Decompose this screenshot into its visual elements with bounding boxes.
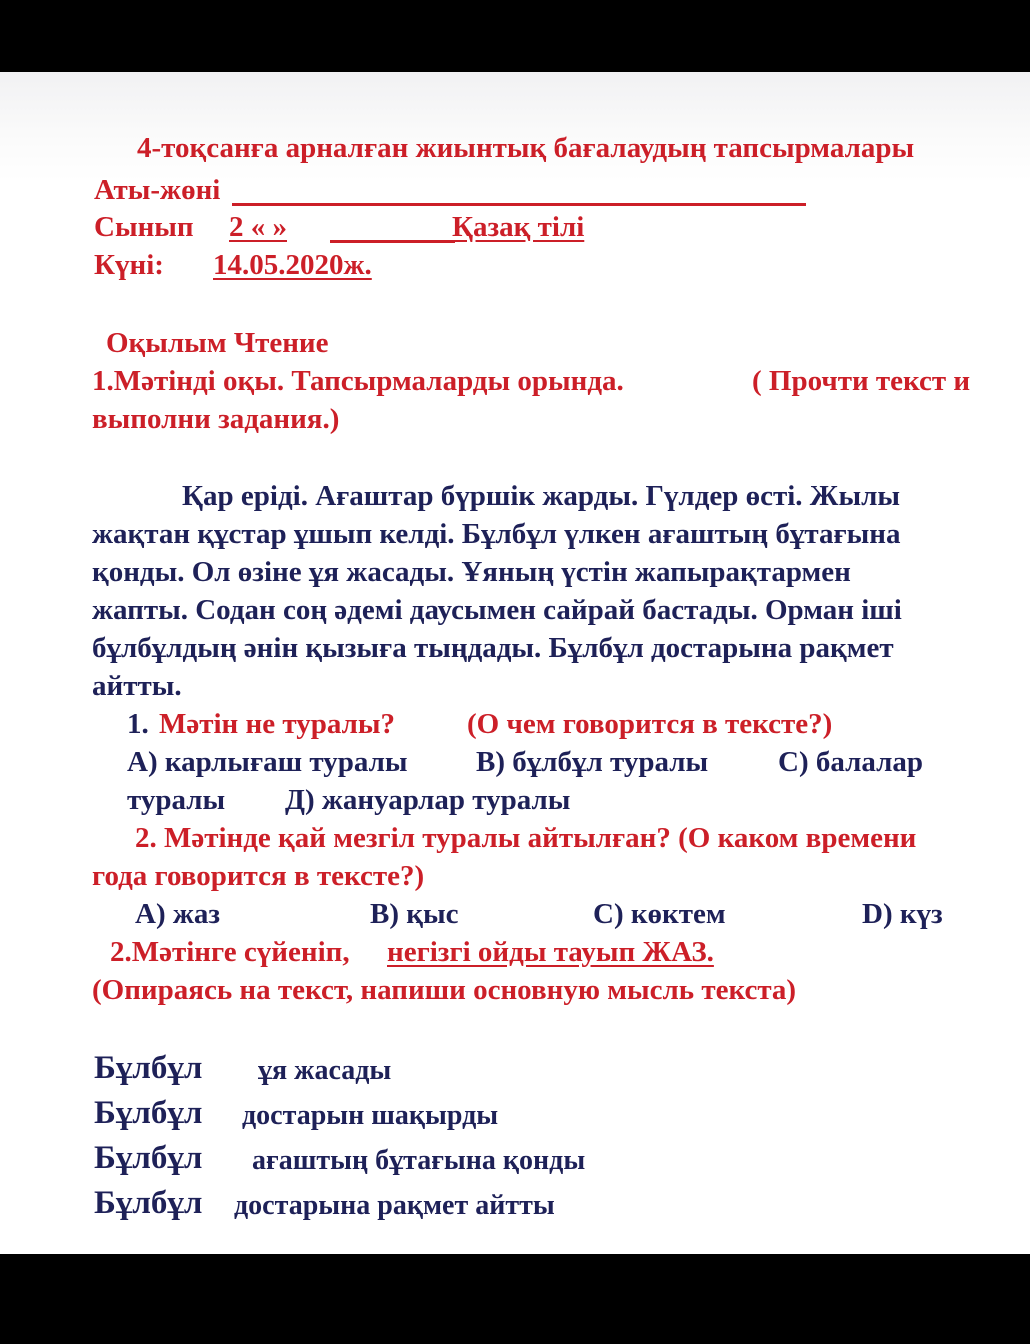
answer-subject: Бұлбұл xyxy=(94,1185,203,1221)
passage-line: Қар еріді. Ағаштар бүршік жарды. Гүлдер өсті. Жылы xyxy=(182,480,901,512)
q1-option-d: Д) жануарлар туралы xyxy=(285,784,571,816)
task2-russian: (Опираясь на текст, напиши основную мысль текста) xyxy=(92,974,797,1006)
worksheet-title: 4-тоқсанға арналған жиынтық бағалаудың тапсырмалары xyxy=(137,132,915,164)
q1-number: 1. xyxy=(127,708,149,740)
task2-underlined: негізгі ойды тауып ЖАЗ. xyxy=(387,936,714,968)
q1-kazakh: Мәтін не туралы? xyxy=(159,708,395,740)
class-underline-fill xyxy=(330,240,455,243)
task1-russian-part1: ( Прочти текст и xyxy=(752,365,971,397)
task2-prefix: 2.Мәтінге сүйеніп, xyxy=(110,936,350,968)
section-heading: Оқылым Чтение xyxy=(106,327,329,359)
passage-line: бұлбұлдың әнін қызыға тыңдады. Бұлбұл достарына рақмет xyxy=(92,632,894,664)
passage-line: қонды. Ол өзіне ұя жасады. Ұяның үстін жапырақтармен xyxy=(92,556,851,588)
answer-predicate: ұя жасады xyxy=(258,1055,392,1086)
q1-option-a: А) карлығаш туралы xyxy=(127,746,408,778)
q2-option-d: D) күз xyxy=(862,898,943,930)
answer-predicate: достарын шақырды xyxy=(242,1100,499,1131)
date-label: Күні: xyxy=(94,249,164,281)
q1-option-c: С) балалар xyxy=(778,746,924,778)
name-underline xyxy=(232,203,806,206)
q2-line2: года говорится в тексте?) xyxy=(92,860,425,892)
q1-option-c-continued: туралы xyxy=(127,784,226,816)
passage-line: айтты. xyxy=(92,670,182,702)
subject-name: Қазақ тілі xyxy=(452,211,585,243)
q1-russian: (О чем говорится в тексте?) xyxy=(467,708,833,740)
worksheet-page xyxy=(0,72,1030,1254)
class-label: Сынып xyxy=(94,211,194,243)
task1-russian-part2: выполни задания.) xyxy=(92,403,340,435)
answer-predicate: ағаштың бұтағына қонды xyxy=(252,1145,586,1176)
passage-line: жақтан құстар ұшып келді. Бұлбұл үлкен ағаштың бұтағына xyxy=(92,518,901,550)
q2-option-b: В) қыс xyxy=(370,898,459,930)
answer-subject: Бұлбұл xyxy=(94,1140,203,1176)
answer-subject: Бұлбұл xyxy=(94,1095,203,1131)
answer-subject: Бұлбұл xyxy=(94,1050,203,1086)
task1-kazakh: 1.Мәтінді оқы. Тапсырмаларды орында. xyxy=(92,365,624,397)
q2-option-c: С) көктем xyxy=(593,898,726,930)
q2-option-a: А) жаз xyxy=(135,898,221,930)
q2-line1: 2. Мәтінде қай мезгіл туралы айтылған? (О каком времени xyxy=(135,822,917,854)
date-value: 14.05.2020ж. xyxy=(213,249,372,281)
name-label: Аты-жөні xyxy=(94,174,221,206)
class-value: 2 « » xyxy=(229,211,287,243)
answer-predicate: достарына рақмет айтты xyxy=(234,1190,555,1221)
passage-line: жапты. Содан соң әдемі даусымен сайрай бастады. Орман іші xyxy=(92,594,902,626)
q1-option-b: В) бұлбұл туралы xyxy=(476,746,709,778)
